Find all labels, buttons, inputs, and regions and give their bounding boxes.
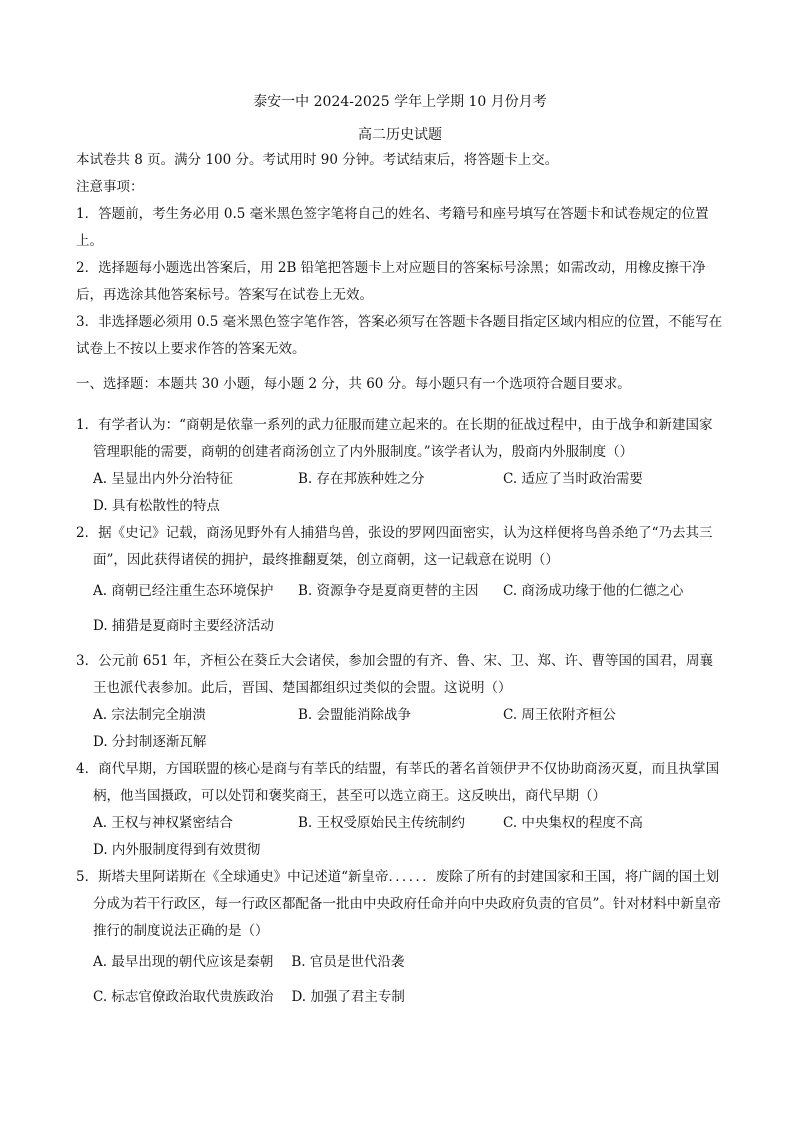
option-list [76, 574, 724, 644]
option-b: B. 存在邦族种姓之分 [298, 470, 425, 487]
option-a: A. 呈显出内外分治特征 [93, 470, 233, 487]
option-c: C. 周王依附齐桓公 [503, 706, 616, 723]
question-2 [76, 520, 724, 644]
exam-intro: 本试卷共 8 页。满分 100 分。考试用时 90 分钟。考试结束后，将答题卡上交。 [76, 152, 559, 168]
option-d: D. 具有松散性的特点 [93, 497, 220, 514]
exam-page [76, 92, 724, 1015]
question-stem: 2．据《史记》记载，商汤见野外有人捕猎鸟兽，张设的罗网四面密实，认为这样便将鸟兽杀绝了“乃去其三面”，因此获得诸侯的拥护，最终推翻夏桀，创立商朝，这一记载意在说明（） [76, 524, 713, 568]
question-stem: 1．有学者认为：“商朝是依靠一系列的武力征服而建立起来的。在长期的征战过程中，由于战争和新建国家管理职能的需要，商朝的创建者商汤创立了内外服制度。”该学者认为，殷商内外服制度（） [76, 416, 713, 460]
question-stem: 5．斯塔夫里阿诺斯在《全球通史》中记述道“新皇帝．．．．．．废除了所有的封建国家和王国，将广阔的国土划分成为若干行政区，每一行政区都配备一批由中央政府任命并向中央政府负责的官员”。针对材料中新皇帝推行的制度说法正确的是（） [76, 868, 721, 939]
option-a: A. 最早出现的朝代应该是秦朝 [93, 953, 274, 970]
option-list [76, 945, 724, 1015]
notice-heading: 注意事项： [76, 179, 144, 195]
option-a: A. 宗法制完全崩溃 [93, 706, 206, 723]
section-heading: 一、选择题：本题共 30 小题，每小题 2 分，共 60 分。每小题只有一个选项符合题目要求。 [76, 376, 631, 392]
question-stem: 4．商代早期，方国联盟的核心是商与有莘氏的结盟，有莘氏的著名首领伊尹不仅协助商汤灭夏，而且执掌国柄，他当国摄政，可以处罚和褒奖商王，甚至可以选立商王。这反映出，商代早期（） [76, 760, 720, 804]
notice-item-3: 3．非选择题必须用 0.5 毫米黑色签字笔作答，答案必须写在答题卡各题目指定区域内相应的位置，不能写在试卷上不按以上要求作答的答案无效。 [76, 314, 723, 357]
option-list [76, 702, 724, 756]
option-c: C. 中央集权的程度不高 [503, 814, 643, 831]
option-c: C. 商汤成功缘于他的仁德之心 [503, 582, 684, 599]
option-list [76, 466, 724, 520]
notice-item-1: 1．答题前，考生务必用 0.5 毫米黑色签字笔将自己的姓名、考籍号和座号填写在答题卡和试卷规定的位置上。 [76, 206, 709, 249]
option-b: B. 会盟能消除战争 [298, 706, 412, 723]
option-c: C. 适应了当时政治需要 [503, 470, 643, 487]
option-b: B. 资源争夺是夏商更替的主因 [298, 582, 479, 599]
option-a: A. 商朝已经注重生态环境保护 [93, 582, 274, 599]
question-5 [76, 864, 724, 1015]
question-1 [76, 412, 724, 520]
question-stem: 3．公元前 651 年，齐桓公在葵丘大会诸侯，参加会盟的有齐、鲁、宋、卫、郑、许、曹等国的国君，周襄王也派代表参加。此后，晋国、楚国都组织过类似的会盟。这说明（） [76, 652, 713, 696]
option-d: D. 加强了君主专制 [291, 988, 405, 1005]
option-list [76, 810, 724, 864]
option-d: D. 捕猎是夏商时主要经济活动 [93, 617, 274, 634]
option-b: B. 王权受原始民主传统制约 [298, 814, 466, 831]
option-b: B. 官员是世代沿袭 [291, 953, 405, 970]
exam-subtitle: 高二历史试题 [358, 127, 442, 143]
exam-title: 泰安一中 2024-2025 学年上学期 10 月份月考 [253, 94, 547, 110]
option-d: D. 内外服制度得到有效贯彻 [93, 841, 261, 858]
option-a: A. 王权与神权紧密结合 [93, 814, 233, 831]
option-d: D. 分封制逐渐瓦解 [93, 733, 207, 750]
question-3 [76, 648, 724, 756]
question-4 [76, 756, 724, 864]
notice-item-2: 2．选择题每小题选出答案后，用 2B 铅笔把答题卡上对应题目的答案标号涂黑；如需改动，用橡皮擦干净后，再选涂其他答案标号。答案写在试卷上无效。 [76, 260, 706, 303]
option-c: C. 标志官僚政治取代贵族政治 [93, 988, 274, 1005]
